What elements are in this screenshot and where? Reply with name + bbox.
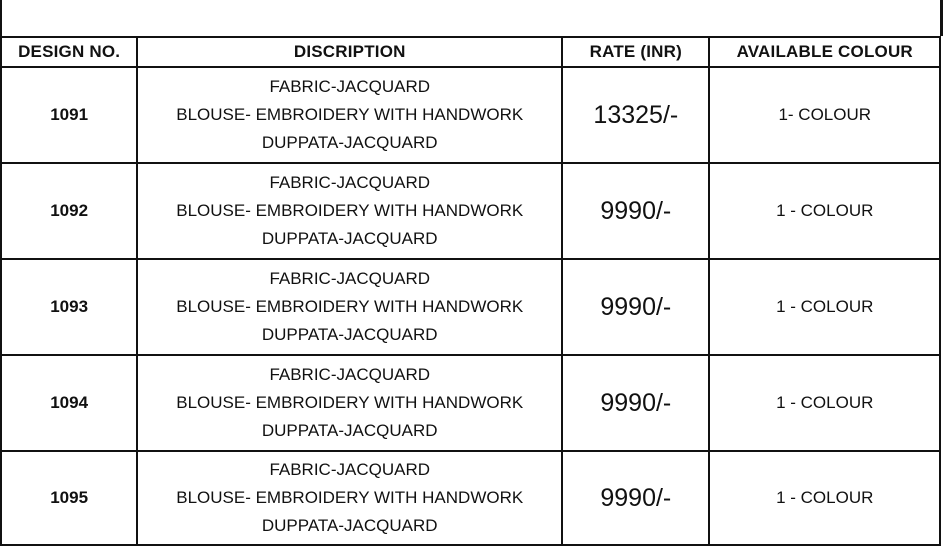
description-line: DUPPATA-JACQUARD: [261, 325, 438, 344]
description-line: BLOUSE- EMBROIDERY WITH HANDWORK: [176, 201, 524, 220]
description-line: DUPPATA-JACQUARD: [261, 421, 438, 440]
description-line: DUPPATA-JACQUARD: [261, 516, 438, 535]
description-cell: [137, 355, 562, 451]
description-cell: [137, 259, 562, 355]
table-row: [1, 451, 940, 545]
table-row: [1, 67, 940, 163]
colour-cell: 1- COLOUR: [709, 67, 940, 163]
table-row: [1, 355, 940, 451]
description-cell: [137, 163, 562, 259]
description-line: FABRIC-JACQUARD: [269, 269, 431, 288]
table-row: [1, 259, 940, 355]
description-cell: [137, 67, 562, 163]
price-table: [0, 36, 941, 546]
colour-cell: 1 - COLOUR: [709, 355, 940, 451]
description-line: BLOUSE- EMBROIDERY WITH HANDWORK: [176, 488, 524, 507]
colour-cell: 1 - COLOUR: [709, 451, 940, 545]
description-line: BLOUSE- EMBROIDERY WITH HANDWORK: [176, 105, 524, 124]
description-line: FABRIC-JACQUARD: [269, 365, 431, 384]
table-row: [1, 163, 940, 259]
description-line: DUPPATA-JACQUARD: [261, 133, 438, 152]
description-line: DUPPATA-JACQUARD: [261, 229, 438, 248]
header-available-colour: AVAILABLE COLOUR: [709, 37, 940, 67]
description-line: FABRIC-JACQUARD: [269, 173, 431, 192]
description-line: FABRIC-JACQUARD: [269, 77, 431, 96]
colour-cell: 1 - COLOUR: [709, 259, 940, 355]
description-line: BLOUSE- EMBROIDERY WITH HANDWORK: [176, 393, 524, 412]
rate-cell: 9990/-: [562, 451, 709, 545]
table-header-row: [1, 37, 940, 67]
design-no-cell: 1093: [1, 259, 137, 355]
sheet-top-margin: [0, 0, 943, 36]
header-description: DISCRIPTION: [137, 37, 562, 67]
design-no-cell: 1092: [1, 163, 137, 259]
design-no-cell: 1094: [1, 355, 137, 451]
description-line: BLOUSE- EMBROIDERY WITH HANDWORK: [176, 297, 524, 316]
rate-cell: 13325/-: [562, 67, 709, 163]
design-no-cell: 1091: [1, 67, 137, 163]
rate-cell: 9990/-: [562, 163, 709, 259]
description-line: FABRIC-JACQUARD: [269, 460, 431, 479]
rate-cell: 9990/-: [562, 259, 709, 355]
description-cell: [137, 451, 562, 545]
design-no-cell: 1095: [1, 451, 137, 545]
header-design-no: DESIGN NO.: [1, 37, 137, 67]
colour-cell: 1 - COLOUR: [709, 163, 940, 259]
rate-cell: 9990/-: [562, 355, 709, 451]
header-rate: RATE (INR): [562, 37, 709, 67]
